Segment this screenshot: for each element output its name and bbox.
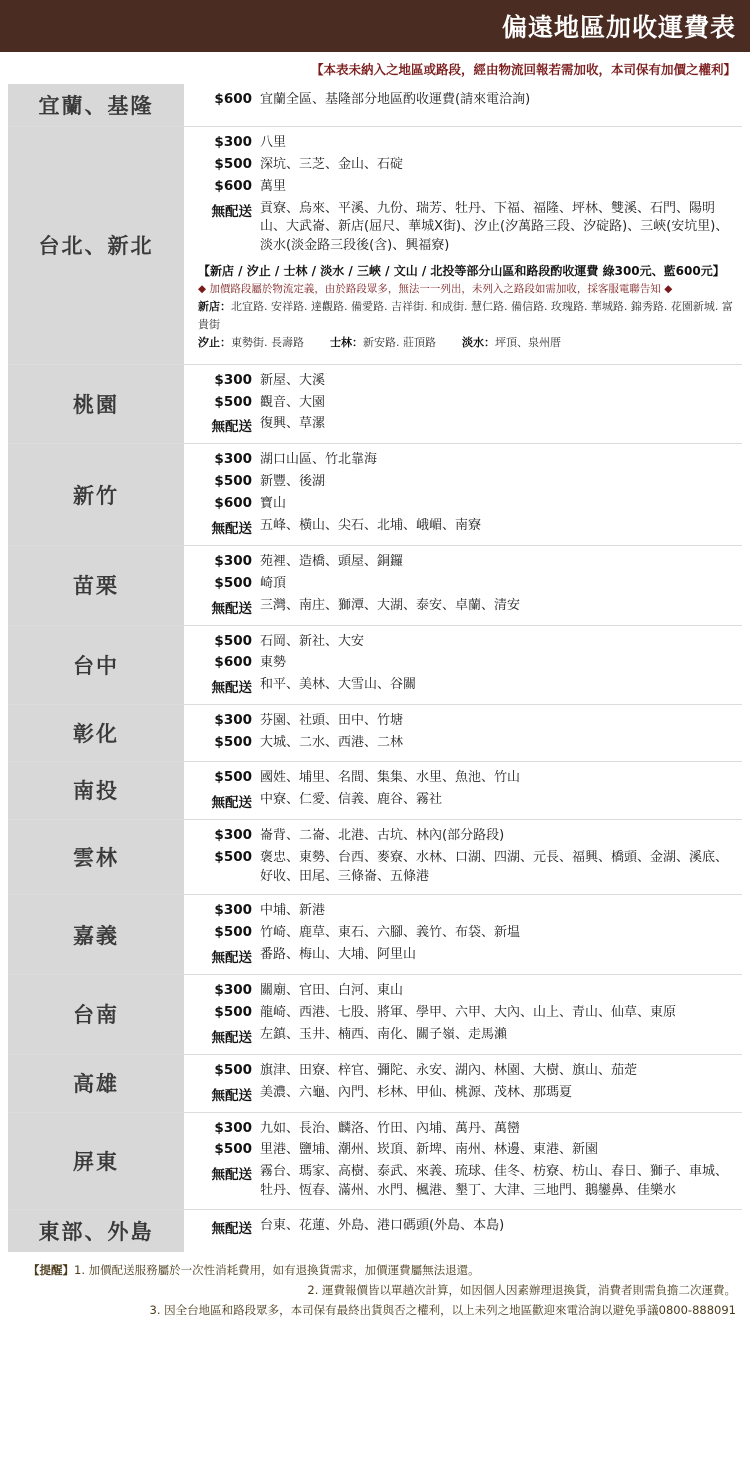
fee-price: $500 bbox=[214, 924, 252, 941]
fee-line bbox=[198, 1163, 736, 1201]
region-lines bbox=[188, 626, 742, 705]
fee-areas: 石岡、新社、大安 bbox=[260, 633, 365, 649]
region-cell bbox=[8, 127, 188, 364]
fee-line bbox=[198, 1026, 736, 1046]
fee-price: $500 bbox=[214, 848, 252, 865]
fee-areas: 三灣、南庄、獅潭、大湖、泰安、卓蘭、清安 bbox=[260, 597, 521, 613]
fee-price: 無配送 bbox=[211, 1087, 252, 1104]
fee-line bbox=[198, 415, 736, 435]
region-label: 高雄 bbox=[73, 1072, 119, 1097]
region-label: 嘉義 bbox=[73, 923, 119, 948]
region-label: 新竹 bbox=[73, 483, 119, 508]
footer-line bbox=[14, 1300, 736, 1320]
region-lines bbox=[188, 1113, 742, 1209]
fee-line bbox=[198, 372, 736, 391]
fee-line bbox=[198, 633, 736, 652]
region-lines bbox=[188, 546, 742, 625]
note-details bbox=[198, 298, 736, 352]
fee-line bbox=[198, 517, 736, 537]
table-row bbox=[8, 975, 742, 1055]
note-title: 【新店 / 汐止 / 士林 / 淡水 / 三峽 / 文山 / 北投等部分山區和路段酌收運費 綠300元、藍600元】 bbox=[198, 264, 725, 279]
table-row bbox=[8, 127, 742, 365]
fee-areas: 五峰、橫山、尖石、北埔、峨嵋、南寮 bbox=[260, 517, 482, 533]
fee-areas: 新屋、大溪 bbox=[260, 372, 326, 388]
region-label: 桃園 bbox=[73, 393, 119, 418]
fee-line bbox=[198, 946, 736, 966]
footer-item: 3. 因全台地區和路段眾多，本司保有最終出貨與否之權利，以上未列之地區歡迎來電洽詢以避免爭議0800-888091 bbox=[149, 1303, 736, 1318]
page-subtitle: 【本表未納入之地區或路段，經由物流回報若需加收，本司保有加價之權利】 bbox=[310, 62, 736, 77]
fee-price: $600 bbox=[214, 654, 252, 671]
note-detail-key: 士林： bbox=[330, 336, 363, 350]
fee-areas: 左鎮、玉井、楠西、南化、關子嶺、走馬瀨 bbox=[260, 1026, 508, 1042]
region-cell bbox=[8, 1113, 188, 1209]
footer-line bbox=[14, 1280, 736, 1300]
fee-price: 無配送 bbox=[211, 680, 252, 697]
region-cell bbox=[8, 546, 188, 625]
region-lines bbox=[188, 762, 742, 819]
fee-areas: 龍崎、西港、七股、將軍、學甲、六甲、大內、山上、青山、仙草、東原 bbox=[260, 1004, 677, 1020]
fee-areas: 觀音、大園 bbox=[260, 394, 326, 410]
region-cell bbox=[8, 84, 188, 126]
region-cell bbox=[8, 975, 188, 1054]
region-label: 雲林 bbox=[73, 846, 119, 871]
fee-line bbox=[198, 575, 736, 594]
fee-price: $600 bbox=[214, 495, 252, 512]
fee-price: $300 bbox=[214, 552, 252, 569]
region-label: 台南 bbox=[73, 1003, 119, 1028]
region-cell bbox=[8, 1210, 188, 1252]
fee-areas: 大城、二水、西港、二林 bbox=[260, 735, 404, 751]
fee-price: $300 bbox=[214, 826, 252, 843]
fee-price: $300 bbox=[214, 134, 252, 150]
region-cell bbox=[8, 1055, 188, 1112]
fee-price: $500 bbox=[214, 734, 252, 751]
fee-line bbox=[198, 495, 736, 514]
fee-line bbox=[198, 1217, 736, 1237]
fee-line bbox=[198, 827, 736, 846]
fee-price: $300 bbox=[214, 451, 252, 468]
fee-price: 無配送 bbox=[211, 950, 252, 967]
region-lines bbox=[188, 975, 742, 1054]
fee-areas: 番路、梅山、大埔、阿里山 bbox=[260, 947, 417, 963]
fee-areas: 東勢 bbox=[260, 655, 287, 671]
region-label: 南投 bbox=[73, 779, 119, 804]
region-rows bbox=[0, 84, 750, 1252]
fee-line bbox=[198, 1120, 736, 1139]
fee-price: $300 bbox=[214, 1119, 252, 1136]
note-detail-row bbox=[198, 334, 736, 352]
table-row bbox=[8, 820, 742, 896]
fee-areas: 崎頂 bbox=[260, 575, 287, 591]
page-title: 偏遠地區加收運費表 bbox=[501, 13, 736, 42]
region-lines bbox=[188, 895, 742, 974]
region-lines bbox=[188, 1210, 742, 1252]
fee-price: $500 bbox=[214, 574, 252, 591]
fee-areas: 貢寮、烏來、平溪、九份、瑞芳、牡丹、下福、福隆、坪林、雙溪、石門、陽明山、大武崙、新店(屈尺、華城X街)、汐止(汐萬路三段、汐碇路)、三峽(安坑里)、淡水(淡金路三段後(含)、興福寮) bbox=[260, 200, 729, 254]
fee-price: 無配送 bbox=[211, 600, 252, 617]
fee-price: $500 bbox=[214, 1141, 252, 1158]
fee-areas: 關廟、官田、白河、東山 bbox=[260, 983, 404, 999]
region-label: 台中 bbox=[73, 653, 119, 678]
region-label: 台北、新北 bbox=[38, 234, 154, 259]
fee-line bbox=[198, 712, 736, 731]
fee-line bbox=[198, 134, 736, 153]
fee-areas: 中埔、新港 bbox=[260, 903, 326, 919]
fee-line bbox=[198, 451, 736, 470]
fee-price: $600 bbox=[214, 91, 252, 107]
fee-price: $300 bbox=[214, 982, 252, 999]
fee-line bbox=[198, 553, 736, 572]
region-lines bbox=[188, 127, 742, 364]
table-row bbox=[8, 1113, 742, 1210]
fee-price: $300 bbox=[214, 902, 252, 919]
note-detail-key: 汐止： bbox=[198, 336, 231, 350]
fee-areas: 中寮、仁愛、信義、鹿谷、霧社 bbox=[260, 791, 443, 807]
fee-price: 無配送 bbox=[211, 203, 252, 220]
region-label: 彰化 bbox=[73, 722, 119, 747]
fee-line bbox=[198, 676, 736, 696]
fee-price: 無配送 bbox=[211, 794, 252, 811]
fee-price: $500 bbox=[214, 1061, 252, 1078]
fee-areas: 崙背、二崙、北港、古坑、林內(部分路段) bbox=[260, 827, 505, 843]
fee-line bbox=[198, 473, 736, 492]
region-cell bbox=[8, 820, 188, 895]
region-cell bbox=[8, 895, 188, 974]
region-lines bbox=[188, 1055, 742, 1112]
fee-price: 無配送 bbox=[211, 419, 252, 436]
fee-areas: 竹崎、鹿草、東石、六腳、義竹、布袋、新塭 bbox=[260, 925, 521, 941]
region-lines bbox=[188, 365, 742, 444]
fee-areas: 里港、鹽埔、潮州、崁頂、新埤、南州、林邊、東港、新園 bbox=[260, 1142, 599, 1158]
region-cell bbox=[8, 626, 188, 705]
region-label: 屏東 bbox=[73, 1149, 119, 1174]
page-header bbox=[0, 0, 750, 52]
fee-price: $500 bbox=[214, 1003, 252, 1020]
footer-notes bbox=[0, 1252, 750, 1326]
fee-line bbox=[198, 924, 736, 943]
fee-line bbox=[198, 791, 736, 811]
note-detail-value: 新安路. 莊頂路 bbox=[363, 336, 436, 350]
fee-line bbox=[198, 394, 736, 413]
fee-price: $300 bbox=[214, 712, 252, 729]
note-detail-key: 淡水： bbox=[462, 336, 495, 350]
footer-item: 1. 加價配送服務屬於一次性消耗費用，如有退換貨需求，加價運費屬無法退還。 bbox=[74, 1262, 480, 1277]
fee-areas: 芬園、社頭、田中、竹塘 bbox=[260, 713, 404, 729]
note-detail-group bbox=[462, 334, 561, 352]
fee-price: $500 bbox=[214, 155, 252, 172]
fee-line bbox=[198, 654, 736, 673]
footer-label: 【提醒】 bbox=[28, 1262, 74, 1277]
table-row bbox=[8, 762, 742, 820]
fee-line bbox=[198, 902, 736, 921]
fee-price: $500 bbox=[214, 393, 252, 410]
note-detail-row bbox=[198, 298, 736, 333]
note-detail-group bbox=[330, 334, 436, 352]
region-cell bbox=[8, 762, 188, 819]
fee-line bbox=[198, 200, 736, 257]
note-detail-value: 東勢街. 長壽路 bbox=[231, 336, 304, 350]
note-detail-key: 新店： bbox=[198, 299, 231, 313]
fee-line bbox=[198, 1141, 736, 1160]
region-cell bbox=[8, 365, 188, 444]
fee-line bbox=[198, 178, 736, 197]
fee-areas: 和平、美林、大雪山、谷關 bbox=[260, 677, 417, 693]
fee-areas: 九如、長治、麟洛、竹田、內埔、萬丹、萬巒 bbox=[260, 1120, 521, 1136]
region-lines bbox=[188, 444, 742, 545]
fee-areas: 寶山 bbox=[260, 496, 287, 512]
fee-price: 無配送 bbox=[211, 1167, 252, 1184]
fee-line bbox=[198, 734, 736, 753]
fee-areas: 苑裡、造橋、頭屋、銅鑼 bbox=[260, 553, 404, 569]
fee-line bbox=[198, 849, 736, 887]
fee-areas: 復興、草漯 bbox=[260, 416, 326, 432]
fee-price: 無配送 bbox=[211, 1029, 252, 1046]
fee-price: 無配送 bbox=[211, 520, 252, 537]
region-label: 東部、外島 bbox=[38, 1219, 154, 1244]
footer-line bbox=[14, 1260, 736, 1280]
fee-areas: 深坑、三芝、金山、石碇 bbox=[260, 156, 404, 172]
fee-price: 無配送 bbox=[211, 1220, 252, 1237]
note-subtitle: ◆ 加價路段屬於物流定義，由於路段眾多，無法一一列出，未列入之路段如需加收，採客服電聯告知 ◆ bbox=[198, 282, 673, 295]
fee-areas: 宜蘭全區、基隆部分地區酌收運費(請來電洽詢) bbox=[260, 92, 531, 107]
table-row bbox=[8, 626, 742, 706]
note-detail-group bbox=[198, 334, 304, 352]
table-row bbox=[8, 365, 742, 445]
table-row bbox=[8, 1055, 742, 1113]
fee-areas: 旗津、田寮、梓官、彌陀、永安、湖內、林園、大樹、旗山、茄萣 bbox=[260, 1062, 638, 1078]
fee-line bbox=[198, 1084, 736, 1104]
table-row bbox=[8, 84, 742, 127]
fee-line bbox=[198, 1062, 736, 1081]
fee-line bbox=[198, 91, 736, 110]
fee-areas: 新豐、後湖 bbox=[260, 474, 326, 490]
fee-areas: 台東、花蓮、外島、港口碼頭(外島、本島) bbox=[260, 1217, 505, 1233]
region-lines bbox=[188, 84, 742, 126]
fee-line bbox=[198, 982, 736, 1001]
fee-areas: 萬里 bbox=[260, 178, 287, 194]
table-row bbox=[8, 546, 742, 626]
fee-price: $600 bbox=[214, 177, 252, 194]
fee-areas: 霧台、瑪家、高樹、泰武、來義、琉球、佳冬、枋寮、枋山、春日、獅子、車城、牡丹、恆春、滿州、水門、楓港、墾丁、大津、三地門、鵝鑾鼻、佳樂水 bbox=[260, 1164, 729, 1199]
table-row bbox=[8, 895, 742, 975]
fee-price: $500 bbox=[214, 632, 252, 649]
region-label: 宜蘭、基隆 bbox=[38, 94, 154, 118]
fee-line bbox=[198, 597, 736, 617]
fee-price: $500 bbox=[214, 768, 252, 785]
fee-price: $300 bbox=[214, 371, 252, 388]
region-label: 苗栗 bbox=[73, 574, 119, 599]
fee-areas: 八里 bbox=[260, 135, 287, 150]
fee-line bbox=[198, 769, 736, 788]
table-row bbox=[8, 444, 742, 546]
fee-areas: 湖口山區、竹北靠海 bbox=[260, 452, 378, 468]
fee-line bbox=[198, 156, 736, 175]
table-row bbox=[8, 1210, 742, 1252]
fee-line bbox=[198, 1004, 736, 1023]
table-row bbox=[8, 705, 742, 762]
region-lines bbox=[188, 820, 742, 895]
region-lines bbox=[188, 705, 742, 761]
fee-areas: 美濃、六龜、內門、杉林、甲仙、桃源、茂林、那瑪夏 bbox=[260, 1084, 573, 1100]
taipei-note-block bbox=[198, 262, 736, 352]
fee-price: $500 bbox=[214, 473, 252, 490]
footer-item: 2. 運費報價皆以單趟次計算，如因個人因素辦理退換貨，消費者則需負擔二次運費。 bbox=[307, 1283, 736, 1298]
fee-areas: 褒忠、東勢、台西、麥寮、水林、口湖、四湖、元長、福興、橋頭、金湖、溪底、好收、田尾、三條崙、五條港 bbox=[260, 849, 729, 884]
note-detail-value: 北宜路. 安祥路. 達觀路. 備愛路. 吉祥街. 和成街. 慧仁路. 備信路. 玫瑰路. 華城路. 錦秀路. 花園新城. 富貴街 bbox=[198, 299, 733, 331]
region-cell bbox=[8, 444, 188, 545]
note-detail-value: 坪頂、泉州厝 bbox=[495, 336, 561, 350]
fee-areas: 國姓、埔里、名間、集集、水里、魚池、竹山 bbox=[260, 769, 521, 785]
region-cell bbox=[8, 705, 188, 761]
